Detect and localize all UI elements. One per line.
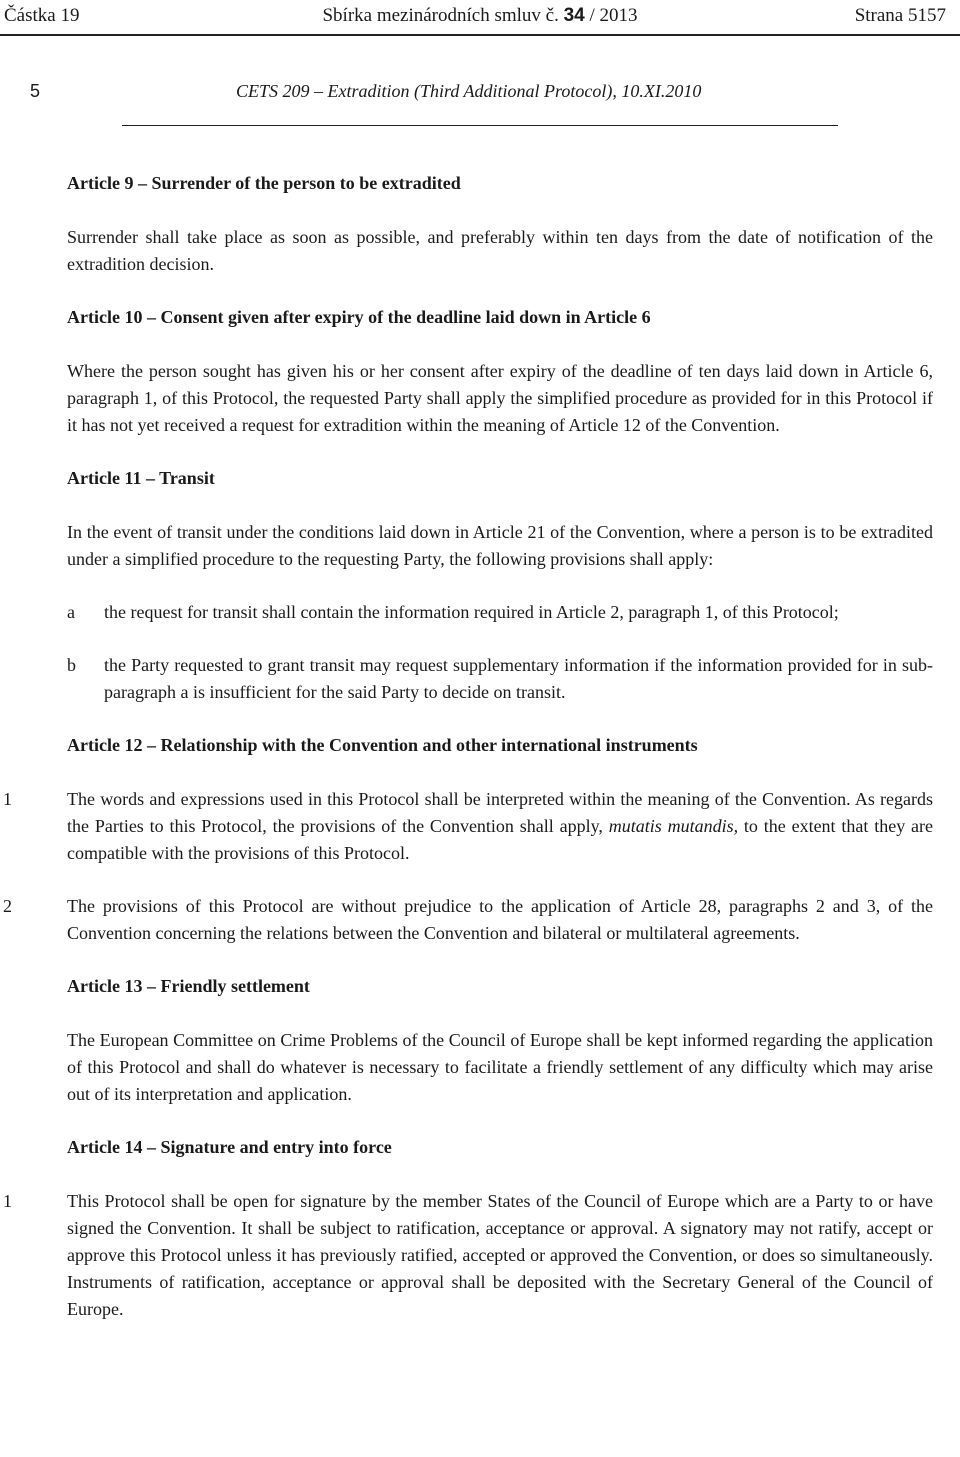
header-page-number: Strana 5157 [854,5,946,26]
article-heading: Article 13 – Friendly settlement [67,976,310,996]
article-heading: Article 10 – Consent given after expiry of the deadline laid down in Article 6 [67,307,651,327]
document-number: 5 [30,81,41,101]
article-10 [67,304,933,439]
item-text-part: to the extent that they are compatible with the provisions of this Protocol. [67,816,933,863]
list-item [3,786,933,867]
header-collection [0,2,960,30]
article-11 [67,465,933,706]
article-heading: Article 11 – Transit [67,468,215,488]
header-collection-suffix: / 2013 [589,5,638,26]
article-paragraph: Surrender shall take place as soon as possible, and preferably within ten days from the date of notification of the extradition decision. [67,227,933,274]
item-marker: b [67,655,76,675]
item-text [67,786,933,867]
list-item [67,599,933,626]
item-marker: 1 [3,789,12,809]
document-subheader [0,78,960,108]
article-heading: Article 9 – Surrender of the person to be extradited [67,173,461,193]
list-item [3,1188,933,1323]
list-item [67,652,933,706]
item-text: This Protocol shall be open for signature by the member States of the Council of Europe which are a Party to or have signed the Convention. It shall be subject to ratification, acceptance or approval. A signatory may not ratify, accept or approve this Protocol unless it has previously ratified, accepted or approved the Convention, or does so simultaneously. Instruments of ratification, acceptance or approval shall be deposited with the Secretary General of the Council of Europe. [67,1191,933,1319]
article-heading: Article 12 – Relationship with the Convention and other international instruments [67,735,698,755]
article-paragraph: Where the person sought has given his or her consent after expiry of the deadline of ten days laid down in Article 6, paragraph 1, of this Protocol, the requested Party shall apply the simplified procedure as provided for in this Protocol if it has not yet received a request for extradition within the meaning of Article 12 of the Convention. [67,361,933,435]
article-12 [3,732,933,947]
article-paragraph: In the event of transit under the conditions laid down in Article 21 of the Convention, where a person is to be extradited under a simplified procedure to the requesting Party, the following provisions shall apply: [67,522,933,569]
article-heading: Article 14 – Signature and entry into force [67,1137,392,1157]
item-text: the Party requested to grant transit may request supplementary information if the information provided for in sub-paragraph a is insufficient for the said Party to decide on transit. [104,655,933,702]
list-item [3,893,933,947]
item-text-italic: mutatis mutandis, [608,816,739,836]
article-14 [3,1134,933,1323]
subheader-rule [122,125,838,126]
article-13 [67,973,933,1108]
article-paragraph: The European Committee on Crime Problems of the Council of Europe shall be kept informed regarding the application of this Protocol and shall do whatever is necessary to facilitate a friendly settlement of any difficulty which may arise out of its interpretation and application. [67,1030,933,1104]
document-body [3,170,933,1349]
header-issue: Částka 19 [4,5,80,26]
item-marker: 1 [3,1191,12,1211]
header-collection-number: 34 [563,5,585,26]
item-text-part: The words and expressions used in this Protocol shall be interpreted within the meaning of the Convention. As regards the Parties to this Protocol, the provisions of the Convention shall apply, [67,789,933,836]
page-header [0,0,960,36]
article-9 [67,170,933,278]
header-collection-prefix: Sbírka mezinárodních smluv č. [322,5,559,26]
item-marker: a [67,602,75,622]
item-marker: 2 [3,896,12,916]
document-title: CETS 209 – Extradition (Third Additional Protocol), 10.XI.2010 [236,81,702,101]
item-text: The provisions of this Protocol are without prejudice to the application of Article 28, paragraphs 2 and 3, of the Convention concerning the relations between the Convention and bilateral or multilateral agreements. [67,896,933,943]
item-text: the request for transit shall contain the information required in Article 2, paragraph 1, of this Protocol; [104,602,839,622]
